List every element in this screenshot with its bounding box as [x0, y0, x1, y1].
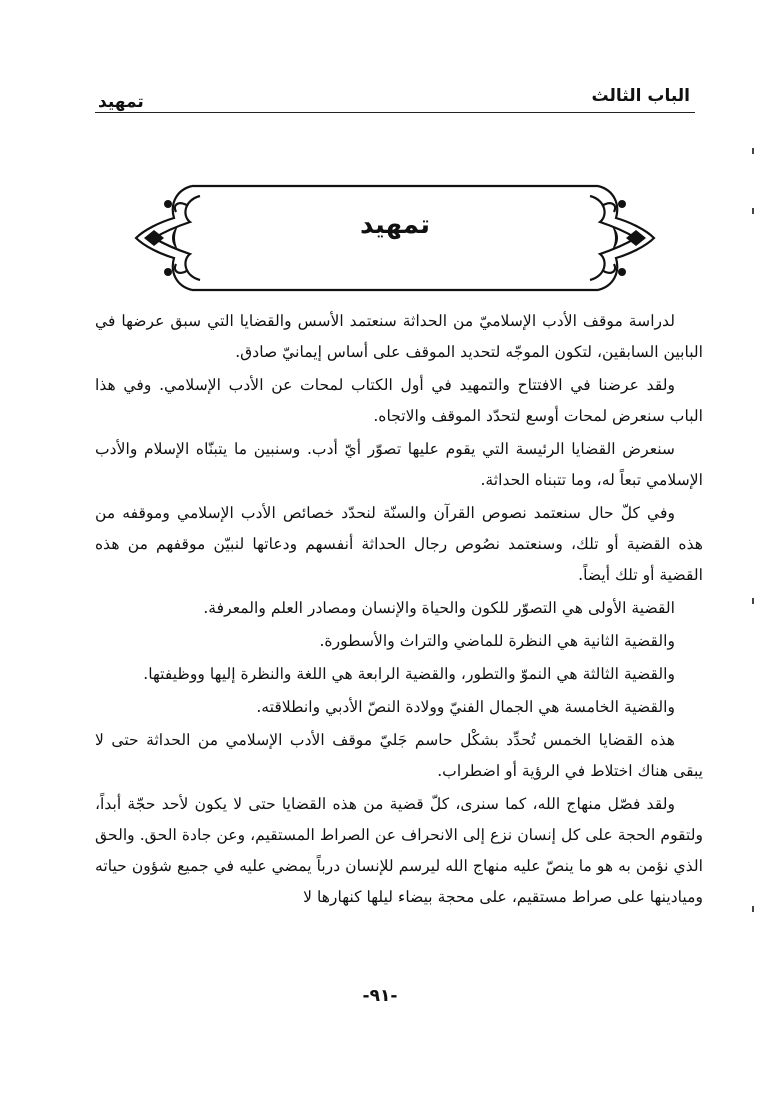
margin-mark: [752, 208, 754, 214]
paragraph: وفي كلّ حال سنعتمد نصوص القرآن والسنّة لنحدّد خصائص الأدب الإسلامي وموقفه من هذه القضية أو تلك، وسنعتمد نصُوص رجال الحداثة أنفسهم ودعاتها لنبيّن موقفهم من هذه القضية أو تلك أيضاً.: [95, 504, 703, 584]
paragraph: والقضية الثالثة هي النموّ والتطور، والقضية الرابعة هي اللغة والنظرة إليها ووظيفتها.: [143, 665, 675, 683]
paragraph: لدراسة موقف الأدب الإسلاميّ من الحداثة سنعتمد الأسس والقضايا التي سبق عرضها في البابين السابقين، لتكون الموجّه لتحديد الموقف على أساس إيمانيّ صادق.: [95, 312, 703, 361]
margin-mark: [752, 148, 754, 154]
paragraph: والقضية الخامسة هي الجمال الفنيّ وولادة النصّ الأدبي وانطلاقته.: [256, 698, 675, 716]
chapter-heading: الباب الثالث: [591, 86, 690, 106]
paragraph: ولقد عرضنا في الافتتاح والتمهيد في أول الكتاب لمحات عن الأدب الإسلامي. وفي هذا الباب سنعرض لمحات أوسع لتحدّد الموقف والاتجاه.: [95, 376, 703, 425]
margin-mark: [752, 906, 754, 912]
title-ornament-frame: [130, 182, 660, 294]
paragraph: هذه القضايا الخمس تُحدِّد بشكْل حاسم جَليّ موقف الأدب الإسلامي من الحداثة حتى لا يبقى هناك اختلاط في الرؤية أو اضطراب.: [95, 731, 703, 780]
section-heading: تمهيد: [98, 92, 144, 112]
body-text: [95, 306, 703, 915]
paragraph: ولقد فصّل منهاج الله، كما سنرى، كلّ قضية من هذه القضايا حتى لا يكون لأحد حجّة أبداً، ولتقوم الحجة على كل إنسان نزع إلى الانحراف عن الصراط المستقيم، وعن جادة الحق. والحق الذي نؤمن به هو ما ينصّ عليه منهاج الله ليرسم للإنسان درباً يمضي عليه في جميع شؤون حياته وميادينها على صراط مستقيم، على محجة بيضاء ليلها كنهارها لا: [95, 795, 703, 906]
paragraph: القضية الأولى هي التصوّر للكون والحياة والإنسان ومصادر العلم والمعرفة.: [203, 599, 675, 617]
header-divider: [95, 112, 695, 113]
page-title: تمهيد: [360, 210, 430, 240]
margin-mark: [752, 598, 754, 604]
page-number: -٩١-: [362, 986, 398, 1006]
paragraph: والقضية الثانية هي النظرة للماضي والتراث والأسطورة.: [319, 632, 675, 650]
paragraph: سنعرض القضايا الرئيسة التي يقوم عليها تصوّر أيّ أدب. وسنبين ما يتبنّاه الإسلام والأدب الإسلامي تبعاً له، وما تتبناه الحداثة.: [95, 440, 703, 489]
